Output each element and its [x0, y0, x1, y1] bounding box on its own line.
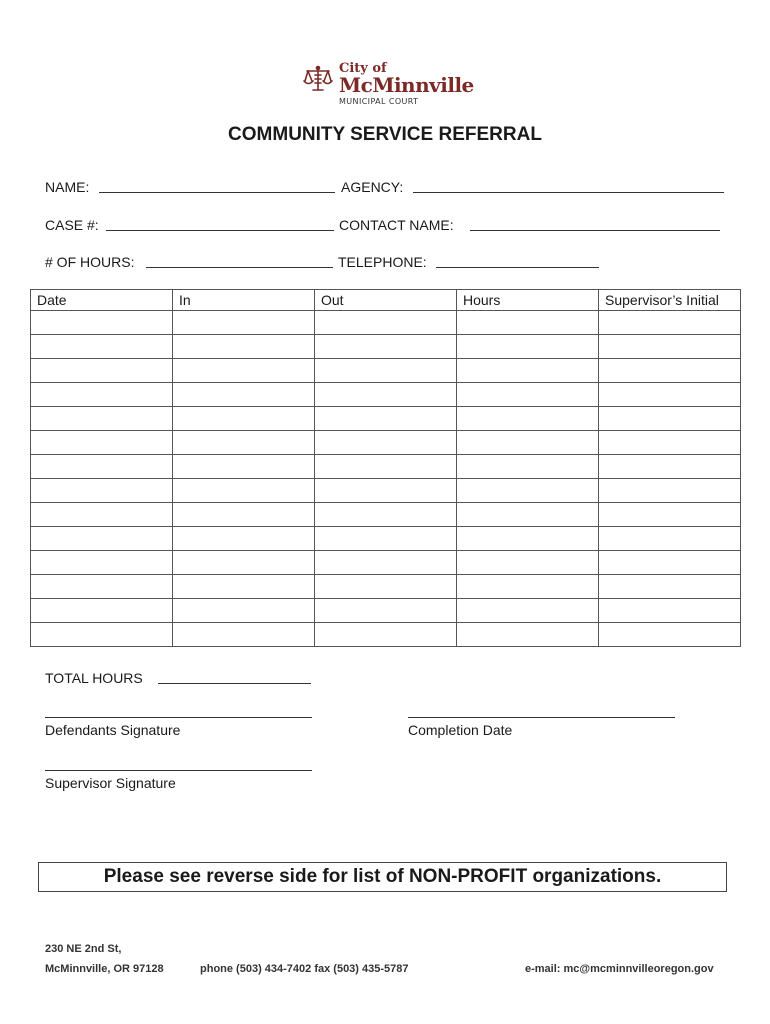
table-cell[interactable]	[173, 335, 315, 359]
agency-label: AGENCY:	[341, 179, 404, 195]
table-cell[interactable]	[315, 623, 457, 647]
table-cell[interactable]	[457, 503, 599, 527]
contact-name-field[interactable]	[470, 230, 720, 231]
table-cell[interactable]	[457, 575, 599, 599]
table-cell[interactable]	[31, 599, 173, 623]
table-cell[interactable]	[173, 311, 315, 335]
table-cell[interactable]	[31, 455, 173, 479]
table-cell[interactable]	[31, 335, 173, 359]
contact-name-label: CONTACT NAME:	[339, 217, 454, 233]
table-cell[interactable]	[315, 455, 457, 479]
logo-city-of: City of	[339, 61, 387, 76]
table-cell[interactable]	[173, 407, 315, 431]
table-cell[interactable]	[315, 551, 457, 575]
table-cell[interactable]	[457, 335, 599, 359]
scales-of-justice-icon	[303, 64, 333, 94]
defendant-signature-label: Defendants Signature	[45, 722, 181, 738]
footer-street: 230 NE 2nd St,	[45, 943, 122, 955]
case-label: CASE #:	[45, 217, 99, 233]
table-cell[interactable]	[173, 431, 315, 455]
case-field[interactable]	[106, 230, 334, 231]
hours-field[interactable]	[146, 267, 333, 268]
table-cell[interactable]	[173, 551, 315, 575]
table-cell[interactable]	[315, 599, 457, 623]
table-cell[interactable]	[31, 503, 173, 527]
table-cell[interactable]	[457, 407, 599, 431]
table-row	[31, 503, 741, 527]
table-cell[interactable]	[31, 311, 173, 335]
column-header: Out	[315, 290, 457, 311]
table-cell[interactable]	[457, 479, 599, 503]
table-cell[interactable]	[315, 311, 457, 335]
table-cell[interactable]	[31, 407, 173, 431]
table-row	[31, 623, 741, 647]
table-row	[31, 359, 741, 383]
total-hours-field[interactable]	[158, 683, 311, 684]
table-cell[interactable]	[457, 527, 599, 551]
logo-city-name: McMinnville	[339, 73, 474, 97]
table-cell[interactable]	[599, 383, 741, 407]
page-title: COMMUNITY SERVICE REFERRAL	[228, 124, 542, 145]
table-cell[interactable]	[315, 479, 457, 503]
table-cell[interactable]	[31, 527, 173, 551]
table-cell[interactable]	[599, 431, 741, 455]
telephone-label: TELEPHONE:	[338, 254, 427, 270]
completion-date-line[interactable]	[408, 717, 675, 718]
name-label: NAME:	[45, 179, 90, 195]
telephone-field[interactable]	[436, 267, 599, 268]
table-cell[interactable]	[599, 623, 741, 647]
table-cell[interactable]	[457, 311, 599, 335]
table-cell[interactable]	[31, 359, 173, 383]
reverse-side-notice: Please see reverse side for list of NON-PROFIT organizations.	[38, 862, 727, 892]
table-cell[interactable]	[457, 455, 599, 479]
table-cell[interactable]	[315, 503, 457, 527]
table-row	[31, 551, 741, 575]
table-cell[interactable]	[457, 359, 599, 383]
table-cell[interactable]	[31, 623, 173, 647]
table-cell[interactable]	[173, 575, 315, 599]
table-cell[interactable]	[315, 575, 457, 599]
table-cell[interactable]	[599, 527, 741, 551]
table-cell[interactable]	[599, 575, 741, 599]
hours-label: # OF HOURS:	[45, 254, 135, 270]
table-cell[interactable]	[173, 383, 315, 407]
table-cell[interactable]	[457, 623, 599, 647]
table-cell[interactable]	[457, 431, 599, 455]
table-row	[31, 335, 741, 359]
footer-email: e-mail: mc@mcminnvilleoregon.gov	[525, 963, 714, 975]
supervisor-signature-label: Supervisor Signature	[45, 775, 176, 791]
table-cell[interactable]	[173, 527, 315, 551]
table-cell[interactable]	[599, 407, 741, 431]
table-row	[31, 311, 741, 335]
table-cell[interactable]	[599, 551, 741, 575]
footer-phone-fax: phone (503) 434-7402 fax (503) 435-5787	[200, 963, 409, 975]
table-row	[31, 599, 741, 623]
column-header: Supervisor’s Initial	[599, 290, 741, 311]
table-header-row	[31, 290, 741, 311]
table-cell[interactable]	[457, 551, 599, 575]
completion-date-label: Completion Date	[408, 722, 513, 738]
table-cell[interactable]	[173, 599, 315, 623]
table-row	[31, 407, 741, 431]
table-cell[interactable]	[315, 431, 457, 455]
column-header: Date	[31, 290, 173, 311]
table-cell[interactable]	[173, 623, 315, 647]
table-cell[interactable]	[31, 479, 173, 503]
city-logo	[303, 62, 473, 110]
logo-court-label: MUNICIPAL COURT	[339, 97, 419, 106]
table-cell[interactable]	[599, 455, 741, 479]
footer-city: McMinnville, OR 97128	[45, 963, 164, 975]
table-cell[interactable]	[599, 311, 741, 335]
defendant-signature-line[interactable]	[45, 717, 312, 718]
hours-log-table	[30, 289, 741, 647]
table-cell[interactable]	[457, 383, 599, 407]
agency-field[interactable]	[413, 192, 724, 193]
table-cell[interactable]	[173, 359, 315, 383]
column-header: Hours	[457, 290, 599, 311]
total-hours-label: TOTAL HOURS	[45, 670, 143, 686]
table-row	[31, 527, 741, 551]
supervisor-signature-line[interactable]	[45, 770, 312, 771]
table-cell[interactable]	[173, 479, 315, 503]
table-cell[interactable]	[173, 455, 315, 479]
table-cell[interactable]	[315, 383, 457, 407]
table-row	[31, 455, 741, 479]
table-row	[31, 383, 741, 407]
table-cell[interactable]	[599, 335, 741, 359]
table-cell[interactable]	[31, 431, 173, 455]
table-body	[31, 311, 741, 647]
table-cell[interactable]	[315, 407, 457, 431]
table-cell[interactable]	[315, 527, 457, 551]
table-cell[interactable]	[599, 479, 741, 503]
table-cell[interactable]	[457, 599, 599, 623]
table-cell[interactable]	[315, 335, 457, 359]
table-cell[interactable]	[31, 551, 173, 575]
table-cell[interactable]	[599, 503, 741, 527]
column-header: In	[173, 290, 315, 311]
table-row	[31, 431, 741, 455]
table-cell[interactable]	[31, 383, 173, 407]
table-cell[interactable]	[315, 359, 457, 383]
name-field[interactable]	[99, 192, 335, 193]
table-cell[interactable]	[599, 359, 741, 383]
table-cell[interactable]	[173, 503, 315, 527]
table-cell[interactable]	[31, 575, 173, 599]
table-row	[31, 479, 741, 503]
table-cell[interactable]	[599, 599, 741, 623]
table-row	[31, 575, 741, 599]
